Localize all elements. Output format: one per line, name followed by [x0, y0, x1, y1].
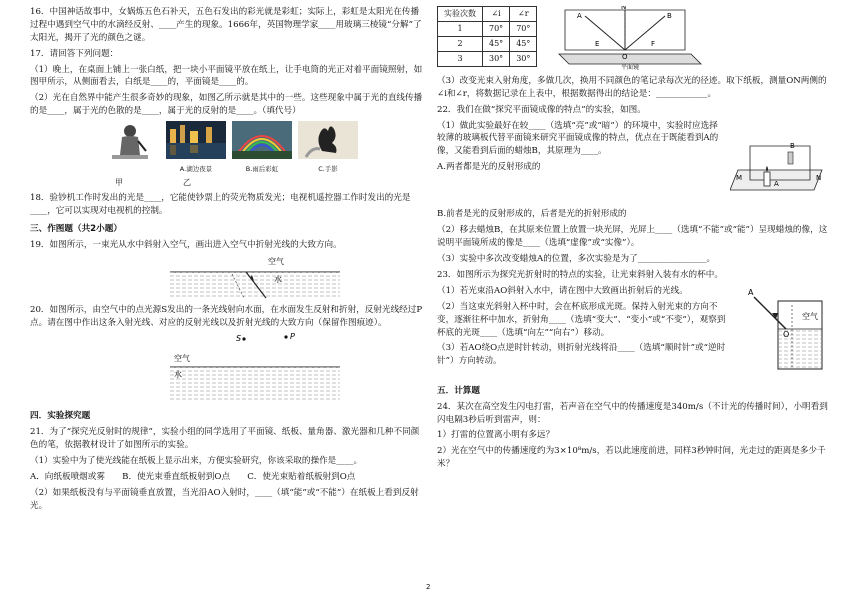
fig21-F-label: F — [651, 40, 656, 48]
question-24-part-2: 2）光在空气中的传播速度约为3×10⁸m/s，若以此速度前进，同样3秒钟时间，光走过的距离是多少千米？ — [437, 446, 826, 470]
fig20-P-label: P — [290, 333, 295, 342]
label-yi: 乙 — [183, 177, 191, 187]
mirror-label: 平面镜 — [621, 64, 640, 70]
question-22: 22．我们在做“探究平面镜成像的特点”的实验，如图。 — [437, 104, 646, 115]
figure-22 — [730, 120, 830, 209]
question-23: 23．如图所示为探究光折射时的特点的实验，让光束斜射入装有水的杯中。 — [437, 270, 723, 281]
figure-yi-a: A.湖边夜景 — [166, 121, 226, 175]
figure-23 — [742, 285, 832, 380]
question-23-part-1: （1）若光束沿AO斜射入水中，请在图中大致画出折射后的光线。 — [437, 285, 688, 296]
table-cell: 70° — [510, 22, 537, 37]
table-cell: 45° — [510, 37, 537, 52]
table-row — [438, 52, 537, 67]
fig21-O-label: O — [622, 53, 628, 61]
label-jia: 甲 — [115, 177, 123, 187]
q22-block — [437, 120, 832, 209]
question-17-part-1: （1）晚上，在桌面上铺上一张白纸，把一块小平面镜平放在纸上，让手电筒的光正对着平面镜照射，如图甲所示，从侧面看去，白纸是____的，平面镜是____的。 — [30, 64, 423, 88]
fig23-A-label: A — [748, 287, 754, 297]
q21-table-and-figure — [437, 6, 832, 75]
table-header: ∠i — [483, 7, 510, 22]
question-21-part-2: （2）如果纸板没有与平面镜垂直放置，当光沿AO入射时，____（填“能”或“不能”）在纸板上看到反射光。 — [30, 487, 419, 511]
table-header-row — [438, 7, 537, 22]
question-21-options: A．向纸板喷烟或雾 B．使光束垂直纸板射到O点 C．使光束贴着纸板射到O点 — [30, 471, 356, 482]
figure-jia-flashlight-mirror — [100, 121, 160, 165]
fig22-M-label: M — [736, 173, 743, 182]
question-20: 20．如图所示，由空气中的点光源S发出的一条光线射向水面，在水面发生反射和折射，反射光线经过P点。请在图中作出这条入射光线、对应的反射光线以及折射光线的大致方向（保留作图痕迹）。 — [30, 305, 423, 329]
question-19: 19．如图所示，一束光从水中斜射入空气，画出进入空气中折射光线的大致方向。 — [30, 239, 342, 250]
figure-19 — [170, 254, 425, 304]
figure-17-images — [100, 121, 425, 175]
question-22-option-B: B.前者是光的反射形成的，后者是光的折射形成的 — [437, 209, 627, 220]
fig23-O-label: O — [783, 329, 790, 339]
question-16: 16．中国神话故事中，女娲炼五色石补天，五色石发出的彩光就是彩虹；实际上，彩虹是太阳光在传播过程中遇到空气中的水滴经反射、____产生的现象。1666年，英国物理学家____用玻璃三棱镜“分解”了太阳光，揭开了光的颜色之谜。 — [30, 7, 422, 43]
question-22-option-A: A.两者都是光的反射形成的 — [437, 162, 541, 173]
fig20-water-label: 水 — [174, 370, 182, 380]
figure-17-labels — [115, 177, 425, 189]
question-17-part-2: （2）光在自然界中能产生很多奇妙的现象，如图乙所示就是其中的一些。这些现象中属于光的直线传播的是____，属于光的色散的是____，属于光的反射的是____。（填代号） — [30, 93, 423, 117]
section-3-heading: 三、作图题（共2小题） — [30, 223, 122, 234]
table-header: ∠r — [510, 7, 537, 22]
question-22-part-2: （2）移去蜡烛B，在其原来位置上放置一块光屏，光屏上____（选填“不能”或“能”）呈现蜡烛的像，这说明平面镜所成的像是____（选填“虚像”或“实像”）。 — [437, 225, 828, 249]
question-22-part-1: （1）做此实验最好在较____（选填“亮”或“暗”）的环境中，实验时应选择较薄的玻璃板代替平面镜来研究平面镜成像的特点，优点在于既能看到A的像，又能看到后面的蜡烛B，其原理为____。 — [437, 120, 719, 157]
fig21-B-label: B — [667, 12, 673, 20]
fig22-B-label: B — [790, 141, 795, 150]
question-21-part-1: （1）实验中为了使光线能在纸板上显示出来，方便实验研究，你该采取的操作是____。 — [30, 455, 363, 466]
fig22-N-label: N — [816, 173, 822, 182]
question-21-part-3: （3）改变光束入射角度，多做几次，换用不同颜色的笔记录每次光的径迹。取下纸板，测量ON两侧的∠i和∠r，将数据记录在上表中，根据数据得出的结论是：____________。 — [437, 75, 827, 99]
left-column — [30, 6, 425, 515]
page-number: 2 — [426, 583, 431, 591]
table-cell: 45° — [483, 37, 510, 52]
right-column — [437, 6, 832, 474]
figure-20 — [170, 333, 425, 405]
table-row — [438, 37, 537, 52]
fig20-S-label: S — [236, 334, 242, 344]
table-cell: 2 — [438, 37, 483, 52]
fig21-E-label: E — [595, 40, 600, 48]
fig19-air-label: 空气 — [268, 257, 284, 267]
fig23-air-label: 空气 — [802, 311, 818, 321]
table-row — [438, 22, 537, 37]
table-cell: 30° — [483, 52, 510, 67]
question-17: 17．请回答下列问题： — [30, 48, 119, 59]
fig21-A-label: A — [577, 12, 583, 20]
figure-yi-b: B.雨后彩虹 — [232, 121, 292, 175]
data-table — [437, 6, 537, 67]
figure-yi-c: C.手影 — [298, 121, 358, 175]
table-cell: 3 — [438, 52, 483, 67]
fig22-A-label: A — [774, 179, 779, 188]
question-18: 18．验钞机工作时发出的光是____，它能使钞票上的荧光物质发光；电视机遥控器工作时发出的光是____，它可以实现对电视机的控制。 — [30, 192, 411, 216]
question-22-part-3: （3）实验中多次改变蜡烛A的位置，多次实验是为了________________。 — [437, 254, 716, 265]
question-24-part-1: 1）打雷的位置离小明有多远？ — [437, 430, 555, 441]
fig21-N-label: N — [621, 6, 627, 11]
question-23-part-3: （3）若AO绕O点逆时针转动，则折射光线将沿____（选填“顺时针”或“逆时针”）方向转动。 — [437, 343, 726, 367]
fig19-water-label: 水 — [274, 275, 282, 285]
question-21: 21．为了“探究光反射时的规律”，实验小组的同学选用了平面镜、纸板、量角器、激光器和几种不同颜色的笔，依据教材设计了如图所示的实验。 — [30, 427, 420, 450]
section-4-heading: 四．实验探究题 — [30, 411, 91, 422]
question-24: 24．某次在高空发生闪电打雷，若声音在空气中的传播速度是340m/s（不计光的传播时间），小明看到闪电隔3秒后听到雷声，则： — [437, 401, 828, 425]
question-23-part-2: （2）当这束光斜射入杯中时，会在杯底形成光斑。保持入射光束的方向不变，逐渐往杯中加水，折射角____（选填“变大”、“变小”或“不变”），观察到杯底的光斑____（选填“向左”“向右”）移动。 — [437, 301, 726, 338]
table-cell: 70° — [483, 22, 510, 37]
fig20-air-label: 空气 — [174, 354, 190, 364]
figure-21 — [555, 6, 705, 75]
table-header: 实验次数 — [438, 7, 483, 22]
table-cell: 30° — [510, 52, 537, 67]
q23-block — [437, 285, 832, 380]
table-cell: 1 — [438, 22, 483, 37]
section-5-heading: 五．计算题 — [437, 385, 480, 396]
